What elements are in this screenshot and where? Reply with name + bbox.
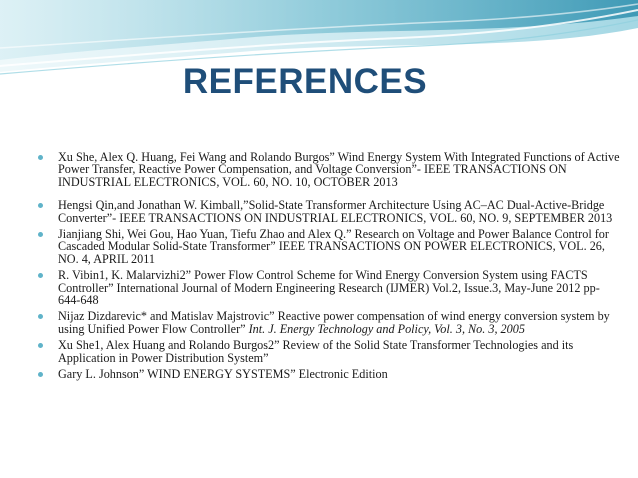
bullet-icon bbox=[38, 203, 43, 208]
reference-text: Xu She, Alex Q. Huang, Fei Wang and Rolando Burgos” Wind Energy System With Integrated Functions of Active Power Transfer, Reactive Power Compensation, and Voltage Conversion”- IEEE TRANSACTIONS ON INDUSTRIAL ELECTRONICS, VOL. 60, NO. 10, OCTOBER 2013 bbox=[58, 150, 620, 189]
bullet-icon bbox=[38, 273, 43, 278]
bullet-icon bbox=[38, 372, 43, 377]
reference-item bbox=[38, 310, 620, 335]
reference-text: Nijaz Dizdarevic* and Matislav Majstrovic” Reactive power compensation of wind energy conversion system by using Unified Power Flow Controller” bbox=[58, 309, 610, 336]
reference-text: Jianjiang Shi, Wei Gou, Hao Yuan, Tiefu Zhao and Alex Q.” Research on Voltage and Power Balance Control for Cascaded Modular Solid-State Transformer” IEEE TRANSACTIONS ON POWER ELECTRONICS, VOL. 26, NO. 4, APRIL 2011 bbox=[58, 227, 609, 266]
page-title: REFERENCES bbox=[182, 62, 428, 101]
bullet-icon bbox=[38, 232, 43, 237]
reference-text: R. Vibin1, K. Malarvizhi2” Power Flow Control Scheme for Wind Energy Conversion System using FACTS Controller” International Journal of Modern Engineering Research (IJMER) Vol.2, Issue.3, May-June 2012 pp-644-648 bbox=[58, 268, 600, 308]
reference-journal: Int. J. Energy Technology and Policy, Vol. 3, No. 3, 2005 bbox=[248, 321, 525, 336]
bullet-icon bbox=[38, 343, 43, 348]
reference-item bbox=[38, 199, 620, 224]
reference-list bbox=[38, 151, 620, 381]
bullet-icon bbox=[38, 155, 43, 160]
reference-item bbox=[38, 269, 620, 306]
reference-text: Xu She1, Alex Huang and Rolando Burgos2” Review of the Solid State Transformer Technologies and its Application in Power Distribution System” bbox=[58, 338, 574, 365]
reference-item bbox=[38, 151, 620, 188]
reference-item bbox=[38, 339, 620, 364]
reference-text: Hengsi Qin,and Jonathan W. Kimball,”Solid-State Transformer Architecture Using AC–AC Dual-Active-Bridge Converter”- IEEE TRANSACTIONS ON INDUSTRIAL ELECTRONICS, VOL. 60, NO. 9, SEPTEMBER 2013 bbox=[58, 198, 613, 225]
reference-item bbox=[38, 228, 620, 265]
reference-item bbox=[38, 368, 620, 380]
reference-text: Gary L. Johnson” WIND ENERGY SYSTEMS” Electronic Edition bbox=[58, 367, 388, 382]
bullet-icon bbox=[38, 314, 43, 319]
